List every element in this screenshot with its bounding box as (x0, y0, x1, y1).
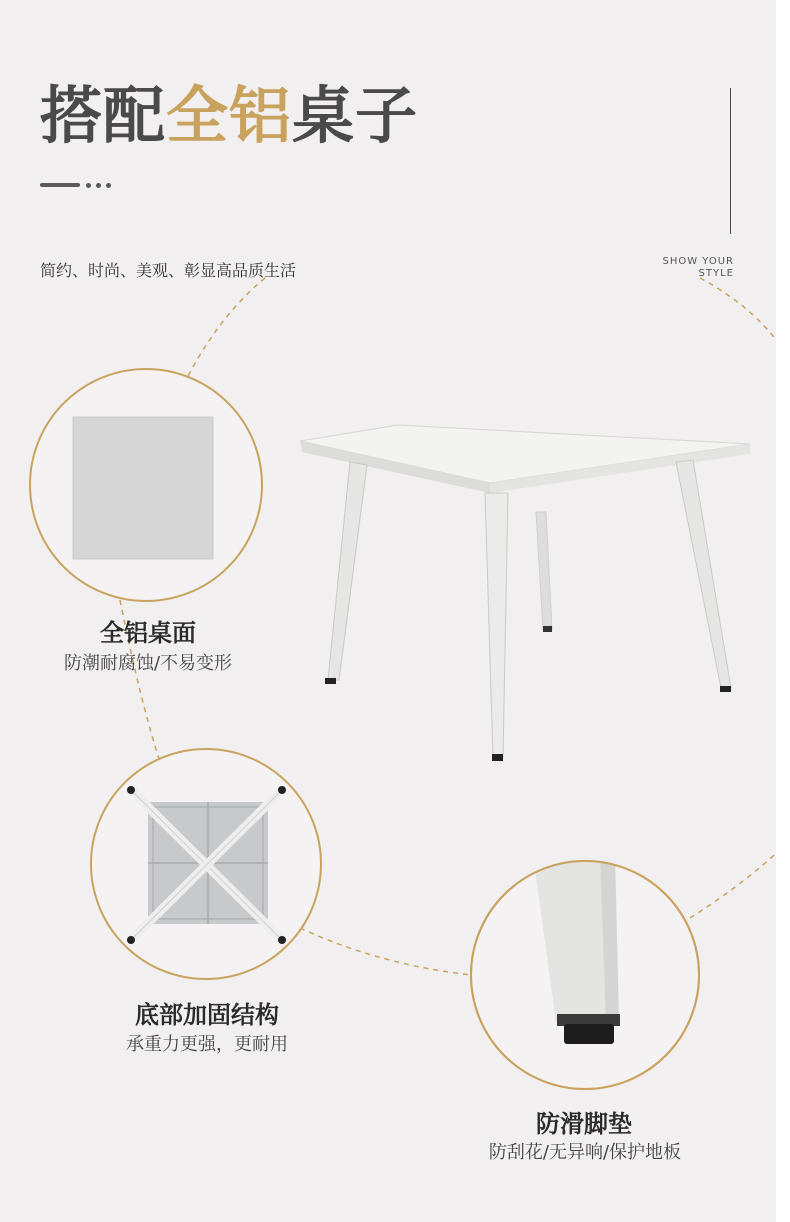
dashed-guide-curve (300, 928, 472, 975)
feature-desc-tabletop: 防潮耐腐蚀/不易变形 (63, 653, 233, 674)
feature-desc-underside: 承重力更强，更耐用 (126, 1034, 288, 1055)
slogan-line-1: SHOW YOUR (662, 256, 734, 267)
feature-title-foot: 防滑脚垫 (536, 1110, 632, 1138)
title-part-1: 搭配 (40, 79, 167, 152)
slogan-line-2: STYLE (698, 268, 734, 279)
feature-title-tabletop: 全铝桌面 (100, 619, 196, 647)
dashed-guide-curve (690, 840, 776, 918)
feature-desc-foot: 防刮花/无异响/保护地板 (488, 1142, 682, 1163)
subtitle: 简约、时尚、美观、彰显高品质生活 (40, 261, 297, 280)
feature-title-underside: 底部加固结构 (135, 1001, 279, 1029)
tabletop-swatch-photo (73, 417, 213, 559)
title-part-2: 桌子 (292, 79, 419, 152)
dashed-guide-curve (700, 278, 776, 360)
title-highlight: 全铝 (166, 79, 293, 152)
table-photo (300, 425, 750, 761)
table-underside-photo (127, 786, 286, 944)
